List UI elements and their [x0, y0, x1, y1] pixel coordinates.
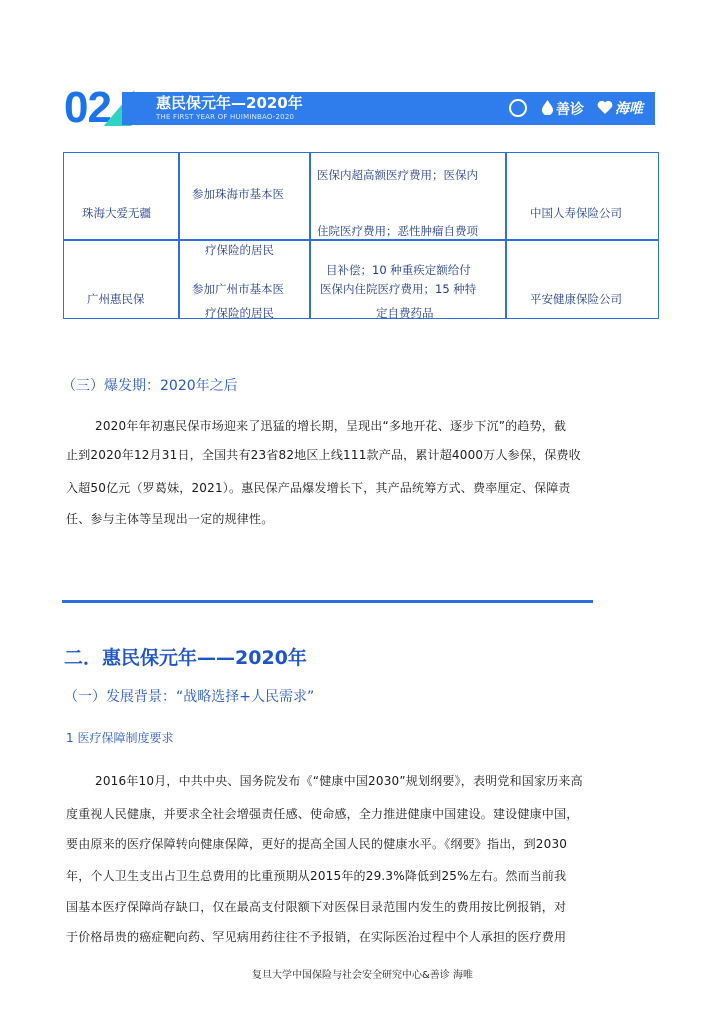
table-cell-name: 珠海大爱无疆: [82, 206, 151, 220]
banner-subtitle: THE FIRST YEAR OF HUIMINBAO-2020: [156, 113, 295, 121]
table-cell-coverage: 定自费药品: [376, 306, 434, 320]
paragraph-line: 2016年10月，中共中央、国务院发布《“健康中国2030”规划纲要》，表明党和国家历来高: [95, 774, 583, 788]
fudan-seal-icon: [509, 99, 527, 117]
table-cell-insurer: 平安健康保险公司: [530, 292, 622, 306]
section-number: 02: [64, 83, 111, 132]
table-cell-coverage: 住院医疗费用；恶性肿瘤自费项: [317, 224, 478, 238]
table-cell-coverage: 目补偿；10 种重疾定额给付: [326, 263, 471, 277]
table-divider: [309, 153, 311, 318]
paragraph-line: 止到2020年12月31日，全国共有23省82地区上线111款产品，累计超4000万人参保，保费收: [66, 448, 581, 462]
subsection-heading: 1 医疗保障制度要求: [66, 731, 174, 745]
table-cell-insurer: 中国人寿保险公司: [530, 206, 622, 220]
table-cell-eligibility: 参加珠海市基本医: [192, 187, 284, 201]
chapter-title: 二．惠民保元年——2020年: [64, 647, 307, 669]
haiwei-logo-text: 海唯: [615, 101, 643, 117]
paragraph-line: 任、参与主体等呈现出一定的规律性。: [66, 512, 274, 526]
table-cell-eligibility: 疗保险的居民: [205, 306, 274, 320]
table-divider: [505, 153, 507, 318]
section-heading: （一）发展背景：“战略选择+人民需求”: [64, 689, 315, 705]
table-cell-eligibility: 参加广州市基本医: [192, 282, 284, 296]
heart-icon: [597, 100, 613, 114]
table-cell-name: 广州惠民保: [87, 292, 145, 306]
paragraph-line: 度重视人民健康，并要求全社会增强责任感、使命感，全力推进健康中国建设。建设健康中国，: [66, 807, 579, 821]
paragraph-line: 于价格昂贵的癌症靶向药、罕见病用药往往不予报销，在实际医治过程中个人承担的医疗费用: [66, 930, 567, 944]
section-heading: （三）爆发期：2020年之后: [62, 378, 238, 394]
paragraph-line: 2020年年初惠民保市场迎来了迅猛的增长期，呈现出“多地开花、逐步下沉”的趋势，截: [95, 419, 567, 433]
product-table: [63, 152, 659, 319]
paragraph-line: 入超50亿元（罗葛妹，2021）。惠民保产品爆发增长下，其产品统筹方式、费率厘定、保障责: [66, 481, 571, 495]
table-divider: [178, 153, 180, 318]
paragraph-line: 国基本医疗保障尚存缺口，仅在最高支付限额下对医保目录范围内发生的费用按比例报销，对: [66, 900, 567, 914]
banner-title: 惠民保元年—2020年: [156, 94, 303, 112]
table-cell-coverage: 医保内住院医疗费用；15 种特: [320, 282, 477, 296]
water-drop-icon: [542, 100, 553, 115]
page-footer: 复旦大学中国保险与社会安全研究中心&善诊 海唯: [252, 970, 473, 981]
paragraph-line: 年，个人卫生支出占卫生总费用的比重预期从2015年的29.3%降低到25%左右。然而当前我: [66, 869, 567, 883]
table-cell-coverage: 医保内超高额医疗费用；医保内: [317, 168, 478, 182]
paragraph-line: 要由原来的医疗保障转向健康保障，更好的提高全国人民的健康水平。《纲要》指出，到2030: [66, 837, 568, 851]
shanzhen-logo-text: 善诊: [556, 102, 584, 118]
table-divider: [64, 239, 658, 241]
section-divider: [62, 600, 593, 603]
table-cell-eligibility: 疗保险的居民: [205, 243, 274, 257]
